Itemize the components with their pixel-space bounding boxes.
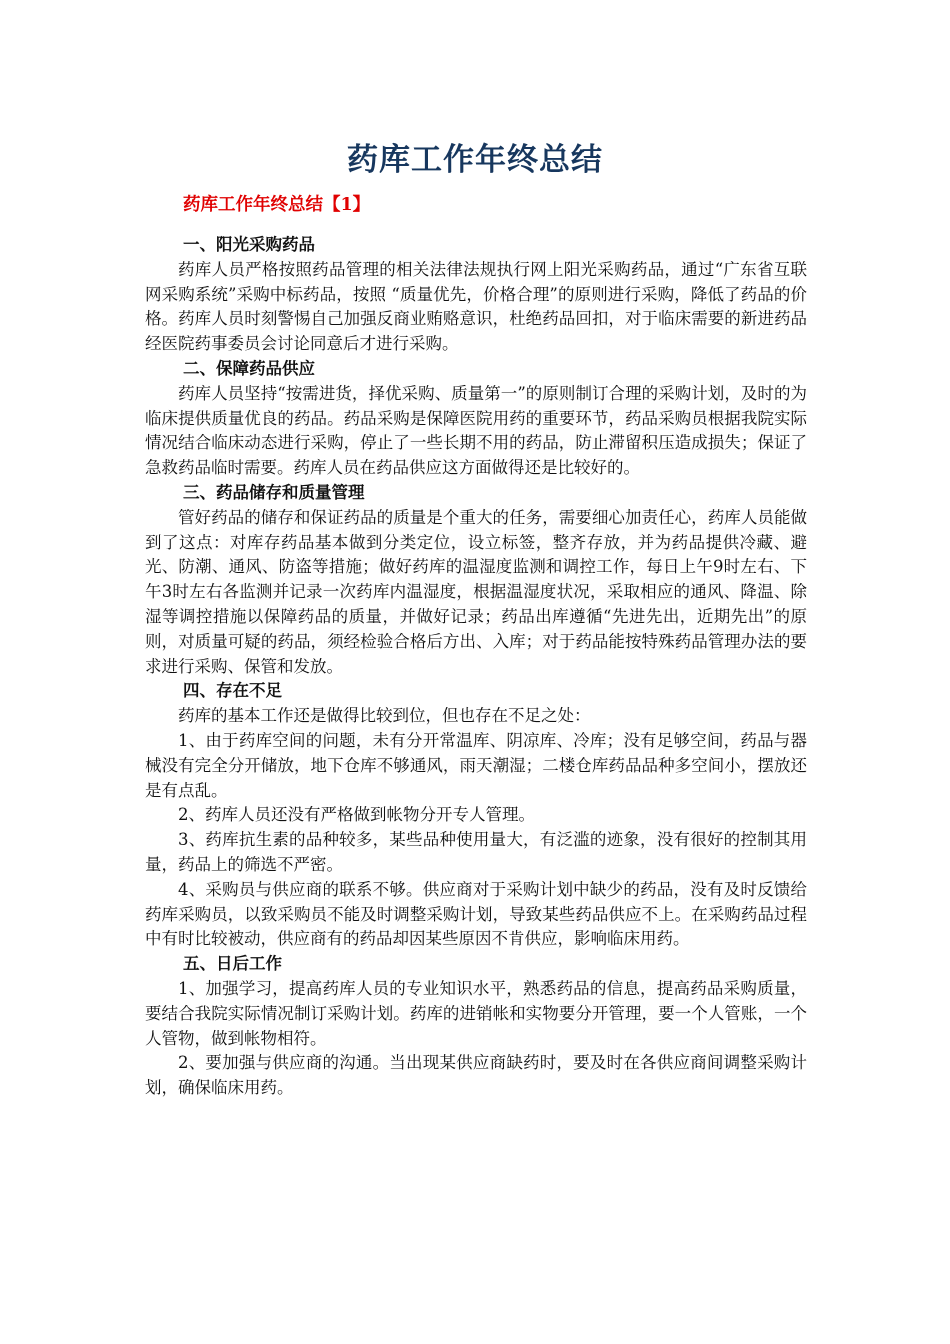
page-title: 药库工作年终总结 <box>347 142 603 178</box>
section-paragraph: 药库人员坚持“按需进货，择优采购、质量第一”的原则制订合理的采购计划，及时的为临床提供质量优良的药品。药品采购是保障医院用药的重要环节，药品采购员根据我院实际情况结合临床动态进行采购，停止了一些长期不用的药品，防止滞留积压造成损失；保证了急救药品临时需要。药库人员在药品供应这方面做得还是比较好的。 <box>145 383 807 478</box>
section-paragraph: 药库的基本工作还是做得比较到位，但也存在不足之处： <box>178 706 591 726</box>
section-heading: 三、药品储存和质量管理 <box>182 482 365 502</box>
section-heading: 一、阳光采购药品 <box>182 235 315 254</box>
section-paragraph: 药库人员严格按照药品管理的相关法律法规执行网上阳光采购药品，通过“广东省互联网采购系统”采购中标药品，按照 “质量优先，价格合理”的原则进行采购，降低了药品的价格。药库人员时刻警惕自己加强反商业贿赂意识，杜绝药品回扣，对于临床需要的新进药品经医院药事委员会讨论同意后才进行采购。 <box>145 259 807 354</box>
section-paragraph: 2、药库人员还没有严格做到帐物分开专人管理。 <box>178 805 535 825</box>
section-paragraph: 管好药品的储存和保证药品的质量是个重大的任务，需要细心加责任心，药库人员能做到了这点：对库存药品基本做到分类定位，设立标签，整齐存放，并为药品提供冷藏、避光、防潮、通风、防盗等措施；做好药库的温湿度监测和调控工作，每日上午9时左右、下午3时左右各监测并记录一次药库内温湿度，根据温湿度状况，采取相应的通风、降温、除湿等调控措施以保障药品的质量，并做好记录；药品出库遵循“先进先出，近期先出”的原则，对质量可疑的药品，须经检验合格后方出、入库；对于药品能按特殊药品管理办法的要求进行采购、保管和发放。 <box>145 507 807 676</box>
section-paragraph: 1、由于药库空间的问题，未有分开常温库、阴凉库、冷库；没有足够空间，药品与器械没有完全分开储放，地下仓库不够通风，雨天潮湿；二楼仓库药品品种多空间小，摆放还是有点乱。 <box>145 730 807 800</box>
section-heading: 五、日后工作 <box>182 954 282 974</box>
section-heading: 二、保障药品供应 <box>182 358 315 378</box>
section-paragraph: 3、药库抗生素的品种较多，某些品种使用量大，有泛滥的迹象，没有很好的控制其用量，药品上的筛选不严密。 <box>145 830 807 874</box>
section-paragraph: 4、采购员与供应商的联系不够。供应商对于采购计划中缺少的药品，没有及时反馈给药库采购员，以致采购员不能及时调整采购计划，导致某些药品供应不上。在采购药品过程中有时比较被动，供应商有的药品却因某些原因不肯供应，影响临床用药。 <box>145 879 807 949</box>
section-paragraph: 2、要加强与供应商的沟通。当出现某供应商缺药时，要及时在各供应商间调整采购计划，确保临床用药。 <box>145 1053 807 1098</box>
document-subtitle: 药库工作年终总结【1】 <box>183 195 371 215</box>
section-paragraph: 1、加强学习，提高药库人员的专业知识水平，熟悉药品的信息，提高药品采购质量，要结合我院实际情况制订采购计划。药库的进销帐和实物要分开管理，要一个人管账，一个人管物，做到帐物相符。 <box>145 978 807 1048</box>
document-body <box>145 233 807 1101</box>
section-heading: 四、存在不足 <box>182 681 282 701</box>
